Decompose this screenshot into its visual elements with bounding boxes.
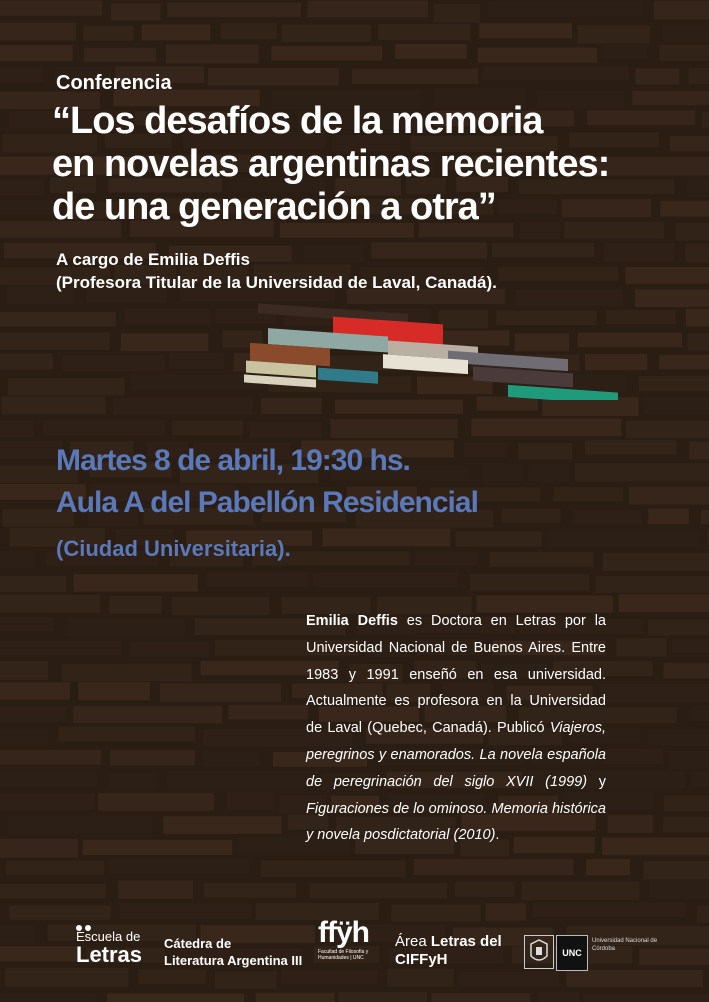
background-book-spine xyxy=(605,243,675,262)
background-book-spine xyxy=(654,1,709,20)
event-date-venue xyxy=(56,440,478,524)
background-book-spine xyxy=(352,69,478,84)
background-book-spine xyxy=(167,3,301,17)
background-book-spine xyxy=(74,574,198,592)
catedra-logo xyxy=(164,935,302,969)
background-book-spine xyxy=(0,993,95,1002)
background-book-spine xyxy=(0,706,67,721)
bio-text: es Doctora en Letras por la Universidad Nacional de Buenos Aires. Entre 1983 y 1991 enseñó en esa universidad. Actualmente es profesora en la Universidad de Laval (Quebec, Canadá). Publicó xyxy=(306,613,606,737)
background-book-spine xyxy=(1,396,105,414)
catedra-line: Literatura Argentina III xyxy=(164,953,303,968)
background-book-spine xyxy=(166,771,317,788)
background-book-spine xyxy=(202,752,260,767)
background-book-spine xyxy=(644,397,709,414)
background-book-spine xyxy=(626,421,709,439)
background-book-spine xyxy=(6,860,104,875)
background-book-spine xyxy=(554,487,624,502)
background-book-spine xyxy=(643,861,709,879)
unc-name: Universidad Nacional de Córdoba xyxy=(592,938,658,952)
background-book-spine xyxy=(0,750,101,765)
background-book-spine xyxy=(689,442,709,460)
background-book-spine xyxy=(58,727,195,742)
background-book-spine xyxy=(339,992,427,1002)
bio-text: y xyxy=(587,773,607,790)
floating-books-illustration xyxy=(238,296,628,400)
background-book-spine xyxy=(63,355,165,371)
background-book-spine xyxy=(142,24,210,40)
background-book-spine xyxy=(478,48,597,63)
background-book-spine xyxy=(395,44,467,59)
background-book-spine xyxy=(131,642,209,657)
ffyh-wordmark: ffÿh xyxy=(318,916,369,949)
background-book-spine xyxy=(434,4,480,23)
background-book-spine xyxy=(636,68,680,84)
background-book-spine xyxy=(109,773,156,788)
background-book-spine xyxy=(659,355,709,370)
bio-book-title: Figuraciones de lo ominoso. Memoria histórica y novela posdictatorial (2010) xyxy=(306,800,606,844)
background-book-spine xyxy=(456,531,542,546)
background-book-spine xyxy=(548,531,700,547)
background-book-spine xyxy=(498,267,618,281)
ffyh-subtitle: Facultad de Filosofía y Humanidades | UNC xyxy=(318,949,369,961)
background-book-spine xyxy=(479,23,572,38)
background-book-spine xyxy=(542,397,638,416)
bio-book-title: Viajeros, peregrinos y enamorados. La novela española de peregrinación del siglo XVII (1999) xyxy=(306,720,606,790)
background-book-spine xyxy=(378,24,471,40)
background-book-spine xyxy=(604,749,663,765)
background-book-spine xyxy=(84,26,134,41)
background-book-spine xyxy=(648,509,689,524)
area-letras-logo xyxy=(395,933,502,969)
background-book-spine xyxy=(172,421,243,436)
background-book-spine xyxy=(0,332,110,350)
background-book-spine xyxy=(111,4,160,21)
unc-crest-icon xyxy=(524,935,554,969)
background-book-spine xyxy=(166,44,259,63)
escuela-dots-icon xyxy=(76,919,142,929)
background-book-spine xyxy=(584,994,709,1002)
background-book-spine xyxy=(110,750,195,765)
background-book-spine xyxy=(577,25,649,43)
background-book-spine xyxy=(575,463,709,482)
background-book-spine xyxy=(0,682,70,699)
background-book-spine xyxy=(282,25,372,42)
background-book-spine xyxy=(0,839,78,858)
background-book-spine xyxy=(539,992,580,1002)
background-book-spine xyxy=(0,421,34,438)
background-book-spine xyxy=(0,353,53,369)
background-book-spine xyxy=(0,440,62,458)
background-book-spine xyxy=(0,772,97,786)
background-book-spine xyxy=(521,882,639,901)
background-book-spine xyxy=(686,244,709,262)
background-book-spine xyxy=(471,419,621,437)
background-book-spine xyxy=(635,289,709,307)
background-book-spine xyxy=(310,883,447,898)
background-book-spine xyxy=(625,267,709,284)
background-book-spine xyxy=(663,817,709,832)
background-book-spine xyxy=(118,880,193,898)
background-book-spine xyxy=(0,67,42,82)
background-book-spine xyxy=(492,243,594,257)
conference-title xyxy=(52,100,692,229)
background-book-spine xyxy=(648,620,709,636)
speaker-bio xyxy=(306,608,606,849)
sponsor-logos xyxy=(0,905,709,985)
background-book-spine xyxy=(272,46,383,61)
background-book-spine xyxy=(488,1,643,17)
background-book-spine xyxy=(701,510,709,525)
background-book-spine xyxy=(172,597,270,615)
background-book-spine xyxy=(0,201,58,215)
background-book-spine xyxy=(160,683,281,702)
escuela-label: Escuela de xyxy=(76,929,141,944)
background-book-spine xyxy=(208,68,339,86)
background-book-spine xyxy=(0,884,106,899)
background-book-spine xyxy=(455,882,515,897)
title-line: en novelas argentinas recientes: xyxy=(52,143,610,185)
background-book-spine xyxy=(0,45,73,61)
background-book-spine xyxy=(672,639,709,653)
background-book-spine xyxy=(629,487,709,505)
background-book-spine xyxy=(0,23,76,41)
background-book-spine xyxy=(595,576,709,593)
background-book-spine xyxy=(204,883,296,898)
background-book-spine xyxy=(307,1,428,18)
background-book-spine xyxy=(502,508,561,523)
background-book-spine xyxy=(664,663,709,679)
background-book-spine xyxy=(331,419,458,438)
background-book-spine xyxy=(664,796,709,812)
background-book-spine xyxy=(688,333,709,350)
background-book-spine xyxy=(121,334,209,352)
background-book-spine xyxy=(249,422,322,438)
bio-name: Emilia Deffis xyxy=(306,613,398,629)
background-book-spine xyxy=(0,576,66,592)
background-book-spine xyxy=(0,312,116,327)
background-book-spine xyxy=(432,993,531,1002)
background-book-spine xyxy=(78,682,149,700)
background-book-spine xyxy=(109,858,250,874)
background-book-spine xyxy=(616,638,666,656)
background-book-spine xyxy=(482,464,524,483)
background-book-spine xyxy=(8,378,125,395)
background-book-spine xyxy=(0,729,49,745)
event-venue-detail: (Ciudad Universitaria). xyxy=(56,536,291,561)
background-book-spine xyxy=(663,25,709,42)
background-book-spine xyxy=(600,684,709,702)
background-book-spine xyxy=(649,880,709,899)
event-date-time: Martes 8 de abril, 19:30 hs. xyxy=(56,444,410,477)
area-letras-label: Letras del xyxy=(430,933,502,950)
ffyh-logo xyxy=(318,916,398,961)
background-book-spine xyxy=(163,816,281,834)
background-book-spine xyxy=(586,859,630,875)
unc-badge: UNC xyxy=(556,935,588,971)
background-book-spine xyxy=(691,772,709,787)
background-book-spine xyxy=(608,815,653,833)
background-book-spine xyxy=(62,664,192,682)
background-book-spine xyxy=(0,595,100,613)
background-book-spine xyxy=(107,993,244,1002)
background-book-spine xyxy=(7,816,151,833)
background-book-spine xyxy=(659,45,709,62)
background-book-spine xyxy=(114,398,253,415)
background-book-spine xyxy=(686,309,709,327)
background-book-spine xyxy=(518,443,572,460)
background-book-spine xyxy=(0,793,94,809)
background-book-spine xyxy=(261,398,322,414)
background-book-spine xyxy=(639,376,709,391)
background-book-spine xyxy=(668,751,709,770)
title-line: de una generación a otra” xyxy=(52,186,496,228)
background-book-spine xyxy=(603,553,709,571)
background-book-spine xyxy=(470,574,590,591)
background-book-spine xyxy=(43,420,164,435)
background-book-spine xyxy=(602,837,709,855)
background-book-spine xyxy=(702,112,709,128)
event-venue: Aula A del Pabellón Residencial xyxy=(56,486,478,519)
ciffyh-label: CIFFyH xyxy=(395,951,448,968)
background-book-spine xyxy=(335,400,463,414)
background-book-spine xyxy=(207,572,308,587)
escuela-letras-label: Letras xyxy=(76,942,143,967)
background-book-spine xyxy=(0,617,53,632)
background-book-spine xyxy=(83,840,233,855)
background-book-spine xyxy=(228,705,308,720)
background-book-spine xyxy=(84,48,156,62)
bio-text: . xyxy=(495,827,500,844)
background-book-spine xyxy=(0,1,102,16)
background-book-spine xyxy=(323,528,451,546)
background-book-spine xyxy=(619,594,709,612)
speaker-info xyxy=(56,248,497,294)
background-book-spine xyxy=(414,859,574,875)
background-book-spine xyxy=(170,353,224,369)
background-book-spine xyxy=(603,44,648,58)
background-book-spine xyxy=(647,730,709,747)
background-book-spine xyxy=(689,68,709,84)
background-book-spine xyxy=(124,309,209,325)
background-book-spine xyxy=(67,619,185,637)
speaker-name: A cargo de Emilia Deffis xyxy=(56,250,250,269)
background-book-spine xyxy=(221,23,277,39)
background-book-spine xyxy=(529,464,570,482)
background-book-spine xyxy=(0,551,36,569)
background-book-spine xyxy=(261,860,406,877)
background-book-spine xyxy=(585,440,677,455)
background-book-spine xyxy=(490,552,593,567)
area-label: Área xyxy=(395,933,431,950)
event-type-label: Conferencia xyxy=(56,72,172,94)
background-book-spine xyxy=(256,993,335,1002)
background-book-spine xyxy=(0,661,48,680)
background-book-spine xyxy=(109,596,162,614)
background-book-spine xyxy=(227,792,275,810)
background-book-spine xyxy=(691,706,709,722)
title-line: “Los desafíos de la memoria xyxy=(52,100,543,142)
background-book-spine xyxy=(0,180,43,196)
background-book-spine xyxy=(573,510,642,525)
escuela-letras-logo xyxy=(76,919,142,966)
speaker-affiliation: (Profesora Titular de la Universidad de Laval, Canadá). xyxy=(56,273,497,292)
background-book-spine xyxy=(312,573,458,588)
background-book-spine xyxy=(98,793,214,811)
background-book-spine xyxy=(73,706,222,724)
unc-logo xyxy=(524,935,664,969)
background-book-spine xyxy=(0,640,121,655)
catedra-line: Cátedra de xyxy=(164,936,232,951)
background-book-spine xyxy=(414,551,477,565)
background-book-spine xyxy=(483,66,629,80)
